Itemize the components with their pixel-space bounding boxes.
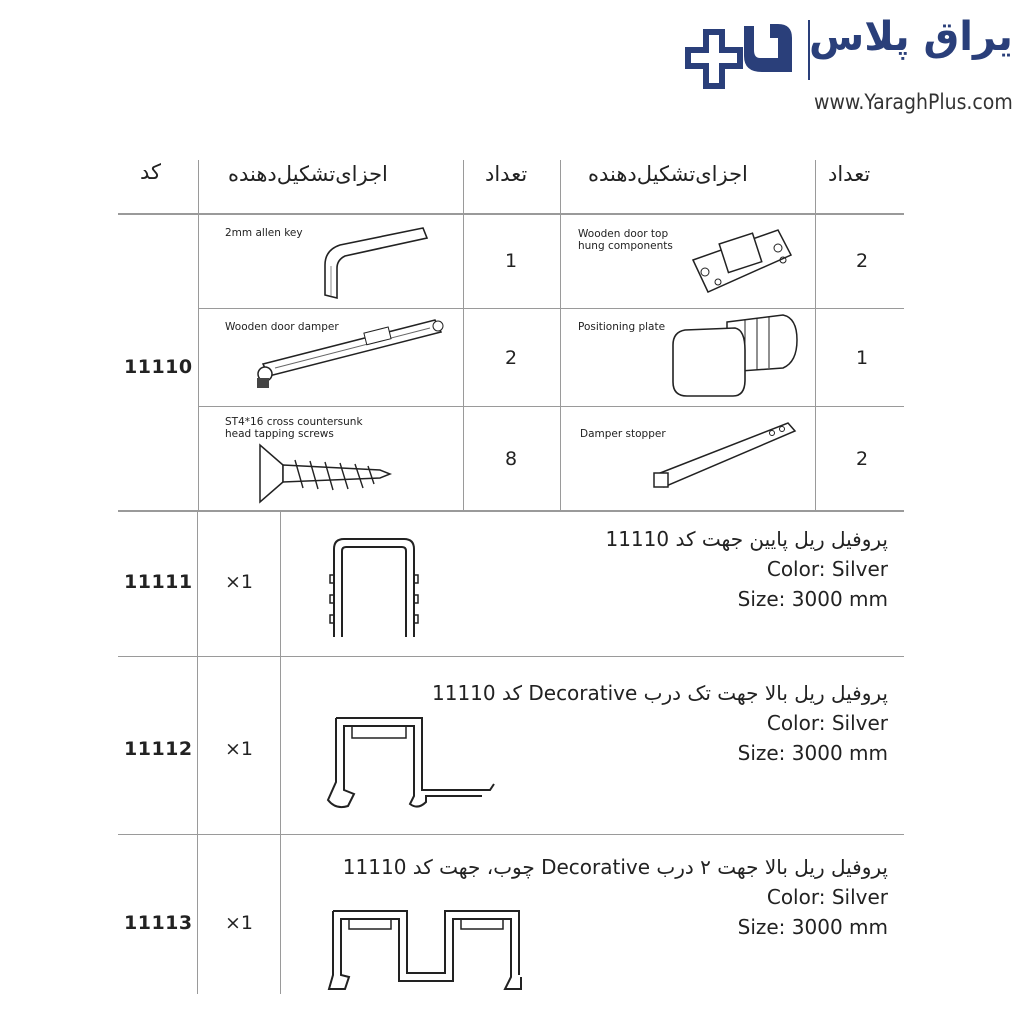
screws-label: ST4*16 cross countersunk head tapping screws — [225, 416, 363, 440]
damper-stopper-icon — [650, 415, 800, 497]
header-count-left: تعداد — [485, 162, 528, 186]
profile-qty-1: ×1 — [225, 571, 254, 593]
profile-code-1: 11111 — [124, 571, 193, 593]
profile-col-line-right — [280, 512, 281, 994]
screws-qty: 8 — [505, 448, 518, 470]
logo-brand-text: یراق پلاس — [809, 14, 1013, 60]
damper-stopper-qty: 2 — [856, 448, 869, 470]
positioning-plate-label: Positioning plate — [578, 321, 666, 333]
positioning-plate-icon — [665, 310, 805, 402]
brand-logo — [684, 6, 1014, 116]
logo-letters-icon — [736, 16, 806, 86]
header-count-right: تعداد — [828, 162, 871, 186]
section-divider-2 — [118, 656, 904, 657]
section-divider-3 — [118, 834, 904, 835]
profile-size-1: Size: 3000 mm — [737, 587, 888, 611]
profile-size-3: Size: 3000 mm — [737, 915, 888, 939]
positioning-plate-qty: 1 — [856, 347, 869, 369]
damper-qty: 2 — [505, 347, 518, 369]
allen-key-qty: 1 — [505, 250, 518, 272]
header-components-right: اجزای‌تشکیل‌دهنده — [588, 162, 748, 186]
allen-key-label: 2mm allen key — [225, 227, 303, 239]
header-components-left: اجزای‌تشکیل‌دهنده — [228, 162, 388, 186]
header-divider — [118, 213, 904, 215]
profile-desc-3 — [343, 852, 888, 942]
col-line-3 — [560, 160, 561, 510]
allen-key-icon — [305, 220, 435, 305]
profile-col-line-left — [197, 512, 198, 994]
col-line-1 — [198, 160, 199, 510]
door-damper-icon — [245, 312, 450, 397]
profile-qty-2: ×1 — [225, 738, 254, 760]
profile-desc-1 — [605, 524, 888, 614]
section-divider-1 — [118, 510, 904, 512]
row-line-2 — [198, 406, 904, 407]
top-hung-qty: 2 — [856, 250, 869, 272]
profile-qty-3: ×1 — [225, 912, 254, 934]
profile-color-3: Color: Silver — [766, 885, 888, 909]
profile-desc-2 — [432, 678, 888, 768]
damper-label: Wooden door damper — [225, 321, 339, 333]
damper-stopper-label: Damper stopper — [580, 428, 666, 440]
profile-title-2: پروفیل ریل بالا جهت تک درب Decorative کد 11110 — [432, 681, 888, 705]
top-hung-component-icon — [683, 220, 798, 300]
screw-icon — [255, 440, 395, 508]
profile-color-2: Color: Silver — [766, 711, 888, 735]
col-line-4 — [815, 160, 816, 510]
profile-color-1: Color: Silver — [766, 557, 888, 581]
profile-code-3: 11113 — [124, 912, 193, 934]
logo-url: www.YaraghPlus.com — [814, 90, 1013, 114]
header-code: کد — [140, 160, 162, 184]
bottom-rail-profile-icon — [322, 535, 426, 641]
row-line-1 — [198, 308, 904, 309]
kit-code: 11110 — [124, 356, 193, 378]
profile-title-1: پروفیل ریل پایین جهت کد 11110 — [605, 527, 888, 551]
profile-title-3: پروفیل ریل بالا جهت ۲ درب Decorative چوب، جهت کد 11110 — [342, 855, 888, 879]
plus-icon — [684, 28, 744, 90]
col-line-2 — [463, 160, 464, 510]
profile-size-2: Size: 3000 mm — [737, 741, 888, 765]
profile-code-2: 11112 — [124, 738, 193, 760]
top-hung-label: Wooden door top hung components — [578, 228, 673, 252]
